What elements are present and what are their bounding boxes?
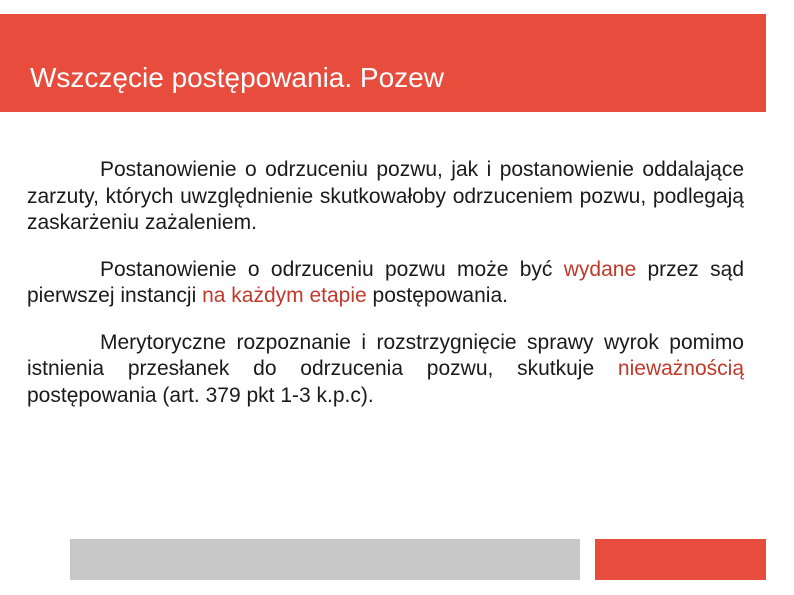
paragraph-3	[27, 330, 744, 410]
paragraph-2-text-1: Postanowienie o odrzuceniu pozwu może być	[100, 257, 564, 281]
paragraph-1	[27, 157, 744, 237]
paragraph-2-highlight-wydane: wydane	[563, 257, 637, 281]
paragraph-3-text-2: postępowania (art. 379 pkt 1-3 k.p.c).	[27, 383, 374, 407]
paragraph-2	[27, 257, 744, 310]
footer-gray-bar	[70, 539, 580, 580]
slide-title: Wszczęcie postępowania. Pozew	[30, 62, 444, 93]
paragraph-2-highlight-etap: na każdym etapie	[202, 284, 367, 307]
paragraph-2-text-2: przez sąd pierwszej instancji	[27, 257, 744, 307]
paragraph-3-text-1: Merytoryczne rozpoznanie i rozstrzygnięcie sprawy wyrok pomimo istnienia przesłanek do odrzucenia pozwu, skutkuje	[27, 330, 744, 380]
slide-body	[27, 157, 744, 429]
paragraph-1-text: Postanowienie o odrzuceniu pozwu, jak i postanowienie oddalające zarzuty, których uwzględnienie skutkowałoby odrzuceniem pozwu, podlegają zaskarżeniu zażaleniem.	[27, 158, 744, 234]
footer-accent-bar	[595, 539, 766, 580]
paragraph-2-text-3: postępowania.	[366, 284, 508, 307]
paragraph-3-highlight-niewaznosc: nieważnością	[617, 357, 744, 380]
